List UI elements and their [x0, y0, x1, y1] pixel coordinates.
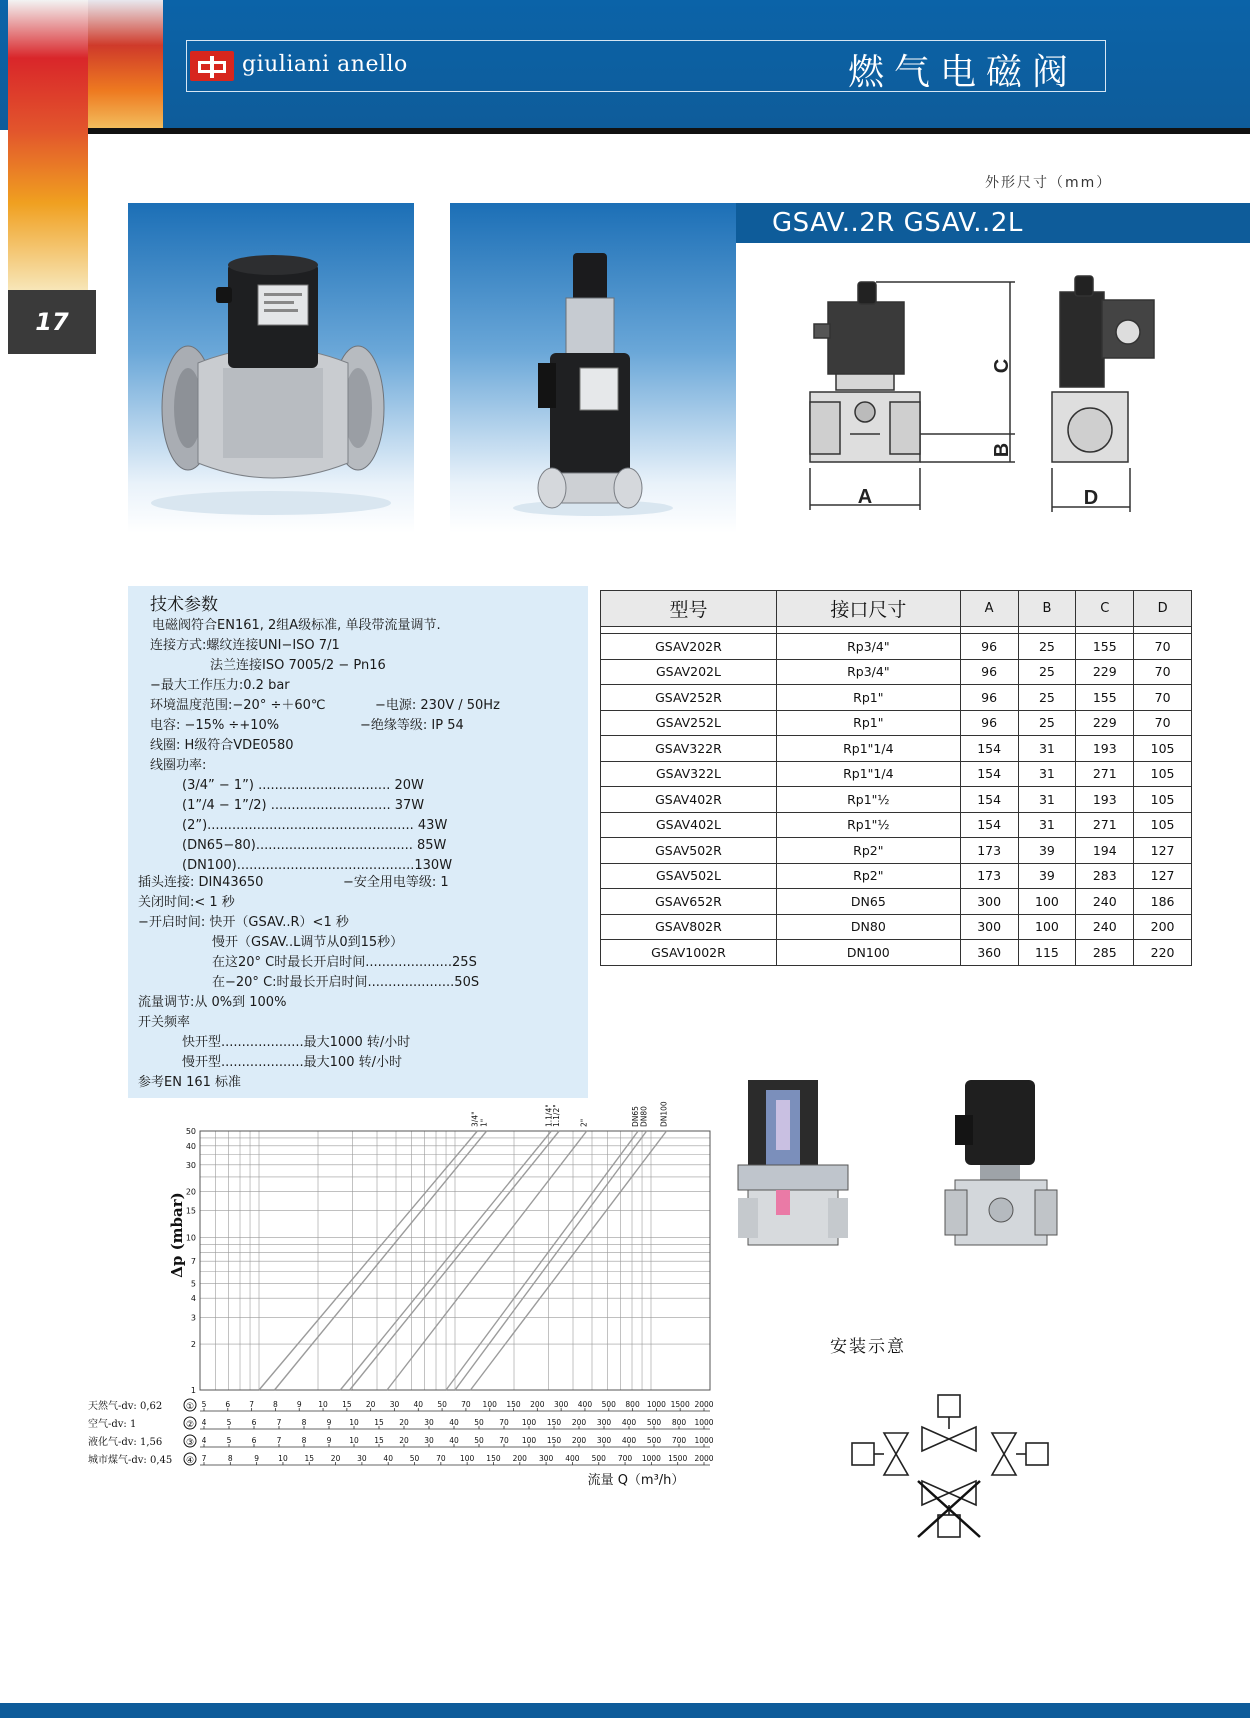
- gas-scale-tick-label: 150: [546, 1418, 562, 1427]
- gas-scale-tick-label: 70: [499, 1418, 509, 1427]
- chart-series-label: 3/4": [470, 1111, 480, 1127]
- installation-title: 安装示意: [830, 1337, 906, 1357]
- table-cell: GSAV802R: [601, 914, 777, 940]
- gas-scale-tick-label: 4: [201, 1436, 207, 1445]
- table-cell: 96: [960, 685, 1018, 711]
- table-cell: 96: [960, 710, 1018, 736]
- gas-scale-tick-label: 30: [357, 1454, 367, 1463]
- gas-scale-tick-label: 20: [365, 1400, 376, 1409]
- gas-scale-tick-label: 20: [399, 1436, 409, 1445]
- chart-series-line: [471, 1131, 667, 1390]
- spec-line: 慢开（GSAV..L调节从0到15秒）: [212, 935, 404, 950]
- gas-scale-tick-label: 6: [251, 1418, 257, 1427]
- table-header-row: [601, 591, 1192, 627]
- gas-scale-tick-label: 100: [482, 1400, 497, 1409]
- gas-scale-tick-label: 1000: [646, 1400, 666, 1409]
- gas-scale-tick-label: 2000: [694, 1454, 714, 1463]
- spec-line: 开关频率: [138, 1015, 191, 1030]
- gas-scale-tick-label: 7: [249, 1400, 255, 1409]
- gas-scale-id: ④: [185, 1456, 195, 1466]
- gas-scale-tick-label: 9: [296, 1400, 302, 1409]
- gas-scale-tick-label: 1500: [670, 1400, 690, 1409]
- table-cell: 70: [1134, 634, 1192, 660]
- chart-y-tick-label: 20: [185, 1187, 196, 1197]
- gas-scale-tick-label: 40: [383, 1454, 393, 1463]
- spec-line: −电源: 230V / 50Hz: [375, 698, 500, 713]
- gas-scale-tick-label: 500: [591, 1454, 606, 1463]
- flanged-valve-photo: [128, 203, 414, 533]
- gas-scale-id: ③: [185, 1438, 195, 1448]
- chart-series-label: 1.1/2": [552, 1104, 562, 1127]
- table-cell: 39: [1018, 863, 1076, 889]
- table-cell: 240: [1076, 914, 1134, 940]
- gas-scale-id: ②: [185, 1420, 195, 1430]
- gas-scale-tick-label: 4: [201, 1418, 207, 1427]
- table-cell: GSAV402R: [601, 787, 777, 813]
- gas-scale-tick-label: 1000: [641, 1454, 661, 1463]
- table-cell: DN65: [776, 889, 960, 915]
- gas-scale-tick-label: 8: [301, 1418, 307, 1427]
- spec-line: 快开型....................最大1000 转/小时: [182, 1035, 411, 1050]
- spec-line: 线圈功率:: [150, 758, 207, 773]
- table-cell: Rp3/4": [776, 634, 960, 660]
- chart-y-tick-label: 1: [190, 1386, 196, 1395]
- spec-line: 在−20° C:时最长开启时间.....................50S: [212, 975, 480, 990]
- chart-series-line: [455, 1131, 647, 1390]
- chart-y-tick-label: 7: [190, 1257, 196, 1267]
- column-header: C: [1076, 591, 1134, 627]
- gas-scale-tick-label: 40: [413, 1400, 424, 1409]
- gas-scale-tick-label: 5: [226, 1418, 232, 1427]
- spec-line: 电磁阀符合EN161, 2组A级标准, 单段带流量调节.: [152, 618, 441, 633]
- gas-scale-tick-label: 15: [374, 1418, 384, 1427]
- chart-y-tick-label: 4: [190, 1294, 196, 1304]
- table-cell: 31: [1018, 812, 1076, 838]
- table-row: [601, 761, 1192, 787]
- table-cell: 31: [1018, 736, 1076, 762]
- gas-scale-tick-label: 9: [254, 1454, 260, 1463]
- table-cell: 285: [1076, 940, 1134, 966]
- table-cell: 220: [1134, 940, 1192, 966]
- chart-series-label: DN65: [631, 1106, 641, 1127]
- chart-y-tick-label: 3: [190, 1313, 196, 1323]
- gas-scale-tick-label: 30: [389, 1400, 400, 1409]
- decorative-flame-image: [88, 0, 163, 130]
- dim-label-c: C: [991, 358, 1013, 374]
- installation-orientation-diagram: [840, 1385, 1060, 1545]
- gas-scale-tick-label: 150: [506, 1400, 521, 1409]
- table-cell: Rp1"1/4: [776, 761, 960, 787]
- table-cell: 105: [1134, 761, 1192, 787]
- spec-line: 流量调节:从 0%到 100%: [138, 995, 287, 1010]
- table-row: [601, 838, 1192, 864]
- gas-scale-tick-label: 50: [474, 1436, 484, 1445]
- gas-scale-tick-label: 5: [201, 1400, 207, 1409]
- table-cell: 115: [1018, 940, 1076, 966]
- table-cell: 25: [1018, 710, 1076, 736]
- gas-scale-tick-label: 10: [318, 1400, 328, 1409]
- gas-scale-tick-label: 200: [571, 1436, 587, 1445]
- table-cell: 70: [1134, 659, 1192, 685]
- spec-line: −最大工作压力:0.2 bar: [150, 678, 290, 693]
- gas-scale-tick-label: 15: [304, 1454, 315, 1463]
- gas-scale-tick-label: 7: [276, 1436, 282, 1445]
- table-cell: 360: [960, 940, 1018, 966]
- table-cell: Rp1": [776, 685, 960, 711]
- chart-series-label: DN100: [659, 1101, 669, 1127]
- table-cell: Rp1"½: [776, 787, 960, 813]
- gas-scale-tick-label: 15: [342, 1400, 352, 1409]
- model-banner: GSAV..2R GSAV..2L: [736, 203, 1250, 243]
- chart-series-line: [387, 1131, 587, 1390]
- dim-label-a: A: [857, 486, 873, 508]
- valve-exterior-illustration: [935, 1070, 1065, 1260]
- gas-scale-tick-label: 500: [601, 1400, 616, 1409]
- table-cell: 155: [1076, 685, 1134, 711]
- pressure-drop-chart: [88, 1095, 728, 1495]
- page-number: 17: [8, 290, 96, 354]
- gas-scale-label: 天然气-dv: 0,62: [88, 1401, 163, 1412]
- spec-line: 插头连接: DIN43650: [138, 875, 264, 890]
- table-row: [601, 634, 1192, 660]
- gas-scale-tick-label: 400: [577, 1400, 593, 1409]
- gas-scale-tick-label: 2000: [694, 1400, 714, 1409]
- gas-scale-id: ①: [185, 1402, 195, 1412]
- table-cell: 154: [960, 812, 1018, 838]
- threaded-valve-photo: [450, 203, 736, 533]
- gas-scale-tick-label: 30: [424, 1418, 434, 1427]
- column-header: D: [1134, 591, 1192, 627]
- table-cell: Rp2": [776, 863, 960, 889]
- table-cell: 100: [1018, 889, 1076, 915]
- spec-line: 参考EN 161 标准: [138, 1075, 242, 1090]
- gas-scale-tick-label: 8: [273, 1400, 278, 1409]
- table-cell: GSAV202L: [601, 659, 777, 685]
- dimension-table: [600, 590, 1192, 966]
- chart-y-tick-label: 5: [190, 1279, 196, 1289]
- table-row: [601, 659, 1192, 685]
- brand-name: giuliani anello: [242, 52, 408, 77]
- gas-scale-tick-label: 7: [201, 1454, 207, 1463]
- valve-cutaway-illustration: [728, 1070, 858, 1260]
- gas-scale-tick-label: 1500: [668, 1454, 688, 1463]
- spec-line: 关闭时间:< 1 秒: [138, 895, 235, 910]
- table-cell: 70: [1134, 710, 1192, 736]
- table-cell: 31: [1018, 787, 1076, 813]
- table-cell: 173: [960, 863, 1018, 889]
- spec-line: 电容: −15% ÷+10%: [150, 718, 280, 733]
- table-cell: 271: [1076, 812, 1134, 838]
- table-cell: 271: [1076, 761, 1134, 787]
- gas-scale-tick-label: 40: [449, 1436, 459, 1445]
- table-cell: 283: [1076, 863, 1134, 889]
- table-cell: 300: [960, 889, 1018, 915]
- table-cell: GSAV202R: [601, 634, 777, 660]
- table-cell: GSAV322R: [601, 736, 777, 762]
- gas-scale-tick-label: 10: [278, 1454, 288, 1463]
- table-row: [601, 863, 1192, 889]
- chart-series-label: 1.1/4": [544, 1104, 554, 1127]
- table-cell: 193: [1076, 787, 1134, 813]
- gas-scale-tick-label: 800: [671, 1418, 687, 1427]
- chart-y-tick-label: 2: [190, 1340, 196, 1350]
- table-cell: 300: [960, 914, 1018, 940]
- spec-line: 环境温度范围:−20° ÷＋60℃: [150, 698, 326, 713]
- gas-scale-tick-label: 5: [226, 1436, 232, 1445]
- gas-scale-tick-label: 300: [553, 1400, 569, 1409]
- chart-x-axis-label: 流量 Q（m³/h）: [587, 1473, 685, 1488]
- table-cell: 229: [1076, 659, 1134, 685]
- table-cell: GSAV502R: [601, 838, 777, 864]
- gas-scale-tick-label: 6: [251, 1436, 257, 1445]
- table-row: [601, 736, 1192, 762]
- chart-series-label: 2": [579, 1118, 589, 1127]
- chart-series-label: 1": [479, 1118, 489, 1127]
- table-cell: GSAV322L: [601, 761, 777, 787]
- table-row: [601, 812, 1192, 838]
- table-cell: 70: [1134, 685, 1192, 711]
- table-cell: 105: [1134, 787, 1192, 813]
- table-cell: 127: [1134, 863, 1192, 889]
- table-row: [601, 787, 1192, 813]
- table-cell: 96: [960, 659, 1018, 685]
- gas-scale-tick-label: 6: [225, 1400, 231, 1409]
- table-cell: 173: [960, 838, 1018, 864]
- chart-y-tick-label: 15: [185, 1206, 196, 1216]
- spec-line: −绝缘等级: IP 54: [360, 718, 464, 733]
- gas-scale-tick-label: 100: [521, 1418, 537, 1427]
- table-cell: 154: [960, 787, 1018, 813]
- table-cell: 194: [1076, 838, 1134, 864]
- gas-scale-tick-label: 200: [512, 1454, 527, 1463]
- dimensions-caption: 外形尺寸（mm）: [985, 175, 1113, 191]
- table-cell: DN80: [776, 914, 960, 940]
- gas-scale-tick-label: 700: [671, 1436, 687, 1445]
- table-cell: 229: [1076, 710, 1134, 736]
- table-cell: 240: [1076, 889, 1134, 915]
- table-cell: 105: [1134, 812, 1192, 838]
- table-cell: GSAV502L: [601, 863, 777, 889]
- gas-scale-tick-label: 400: [621, 1418, 637, 1427]
- gas-scale-tick-label: 20: [399, 1418, 409, 1427]
- spec-line: (1”/4 − 1”/2) ............................. 37W: [182, 798, 425, 813]
- gas-scale-tick-label: 200: [530, 1400, 545, 1409]
- brand-logo-icon: [190, 51, 234, 81]
- table-cell: 127: [1134, 838, 1192, 864]
- spec-heading: 技术参数: [150, 595, 218, 615]
- table-cell: GSAV252R: [601, 685, 777, 711]
- table-cell: Rp1": [776, 710, 960, 736]
- table-cell: DN100: [776, 940, 960, 966]
- table-cell: 25: [1018, 685, 1076, 711]
- gas-scale-tick-label: 1000: [694, 1436, 714, 1445]
- spec-line: 慢开型....................最大100 转/小时: [182, 1055, 402, 1070]
- chart-series-line: [446, 1131, 638, 1390]
- gas-scale-tick-label: 70: [499, 1436, 509, 1445]
- table-cell: 193: [1076, 736, 1134, 762]
- chart-y-tick-label: 10: [185, 1233, 196, 1243]
- table-cell: Rp2": [776, 838, 960, 864]
- gas-scale-tick-label: 8: [301, 1436, 307, 1445]
- spec-line: 在这20° C时最长开启时间.....................25S: [212, 955, 477, 970]
- gas-scale-tick-label: 700: [617, 1454, 633, 1463]
- gas-scale-label: 城市煤气-dv: 0,45: [88, 1455, 173, 1466]
- spec-line: 线圈: H级符合VDE0580: [150, 738, 294, 753]
- chart-y-tick-label: 50: [185, 1127, 196, 1136]
- gas-scale-tick-label: 300: [596, 1436, 612, 1445]
- gas-scale-tick-label: 100: [459, 1454, 475, 1463]
- gas-scale-tick-label: 50: [474, 1418, 484, 1427]
- gas-scale-tick-label: 10: [349, 1418, 359, 1427]
- footer-band: [0, 1703, 1250, 1718]
- gas-scale-tick-label: 50: [409, 1454, 420, 1463]
- decorative-side-strip: [8, 0, 88, 290]
- gas-scale-tick-label: 500: [646, 1436, 662, 1445]
- gas-scale-tick-label: 150: [546, 1436, 562, 1445]
- table-cell: 155: [1076, 634, 1134, 660]
- chart-y-axis-label: Δp (mbar): [168, 1192, 186, 1278]
- page-title: 燃气电磁阀: [848, 52, 1079, 93]
- table-cell: 186: [1134, 889, 1192, 915]
- chart-y-tick-label: 40: [185, 1141, 196, 1151]
- header-divider: [88, 128, 1250, 134]
- column-header: 接口尺寸: [776, 591, 960, 627]
- gas-scale-tick-label: 500: [646, 1418, 662, 1427]
- table-cell: 200: [1134, 914, 1192, 940]
- gas-scale-label: 液化气-dv: 1,56: [88, 1437, 163, 1448]
- gas-scale-tick-label: 9: [326, 1418, 332, 1427]
- table-cell: GSAV402L: [601, 812, 777, 838]
- gas-scale-tick-label: 40: [449, 1418, 459, 1427]
- table-cell: 100: [1018, 914, 1076, 940]
- column-header: A: [960, 591, 1018, 627]
- gas-scale-tick-label: 30: [424, 1436, 434, 1445]
- spec-line: (DN65−80)...................................... 85W: [182, 838, 447, 853]
- table-row: [601, 914, 1192, 940]
- spec-line: (2”).................................................. 43W: [182, 818, 448, 833]
- table-cell: 39: [1018, 838, 1076, 864]
- table-row: [601, 685, 1192, 711]
- table-cell: Rp1"½: [776, 812, 960, 838]
- gas-scale-tick-label: 200: [571, 1418, 587, 1427]
- gas-scale-tick-label: 800: [625, 1400, 640, 1409]
- spec-line: 连接方式:螺纹连接UNI−ISO 7/1: [150, 638, 340, 653]
- spec-line: 法兰连接ISO 7005/2 − Pn16: [210, 658, 386, 673]
- column-header: B: [1018, 591, 1076, 627]
- gas-scale-tick-label: 400: [565, 1454, 580, 1463]
- table-cell: 154: [960, 761, 1018, 787]
- table-cell: 25: [1018, 634, 1076, 660]
- gas-scale-tick-label: 400: [621, 1436, 637, 1445]
- gas-scale-tick-label: 20: [330, 1454, 341, 1463]
- column-header: 型号: [601, 591, 777, 627]
- spec-line: (DN100)...........................................130W: [182, 858, 453, 873]
- dim-label-b: B: [991, 442, 1013, 458]
- chart-series-label: DN80: [639, 1106, 649, 1127]
- spec-line: −安全用电等级: 1: [343, 875, 449, 890]
- table-cell: 105: [1134, 736, 1192, 762]
- gas-scale-tick-label: 100: [521, 1436, 537, 1445]
- gas-scale-tick-label: 70: [461, 1400, 471, 1409]
- table-cell: Rp1"1/4: [776, 736, 960, 762]
- gas-scale-tick-label: 70: [436, 1454, 446, 1463]
- table-row: [601, 940, 1192, 966]
- spec-line: (3/4” − 1”) ................................ 20W: [182, 778, 424, 793]
- dimension-drawing: [780, 262, 1200, 524]
- dim-label-d: D: [1083, 487, 1099, 509]
- gas-scale-tick-label: 300: [596, 1418, 612, 1427]
- gas-scale-tick-label: 50: [437, 1400, 447, 1409]
- table-cell: GSAV252L: [601, 710, 777, 736]
- table-cell: GSAV652R: [601, 889, 777, 915]
- gas-scale-tick-label: 1000: [694, 1418, 714, 1427]
- table-cell: GSAV1002R: [601, 940, 777, 966]
- table-row: [601, 889, 1192, 915]
- gas-scale-tick-label: 10: [349, 1436, 359, 1445]
- gas-scale-label: 空气-dv: 1: [88, 1419, 137, 1430]
- gas-scale-tick-label: 9: [326, 1436, 332, 1445]
- chart-series-line: [259, 1131, 477, 1390]
- table-cell: 25: [1018, 659, 1076, 685]
- gas-scale-tick-label: 300: [538, 1454, 554, 1463]
- chart-y-tick-label: 30: [185, 1160, 196, 1170]
- gas-scale-tick-label: 8: [227, 1454, 233, 1463]
- table-cell: 31: [1018, 761, 1076, 787]
- gas-scale-tick-label: 7: [276, 1418, 282, 1427]
- table-row: [601, 710, 1192, 736]
- table-cell: Rp3/4": [776, 659, 960, 685]
- gas-scale-tick-label: 150: [486, 1454, 501, 1463]
- spec-line: −开启时间: 快开（GSAV..R）<1 秒: [138, 915, 349, 930]
- gas-scale-tick-label: 15: [374, 1436, 384, 1445]
- table-cell: 154: [960, 736, 1018, 762]
- table-cell: 96: [960, 634, 1018, 660]
